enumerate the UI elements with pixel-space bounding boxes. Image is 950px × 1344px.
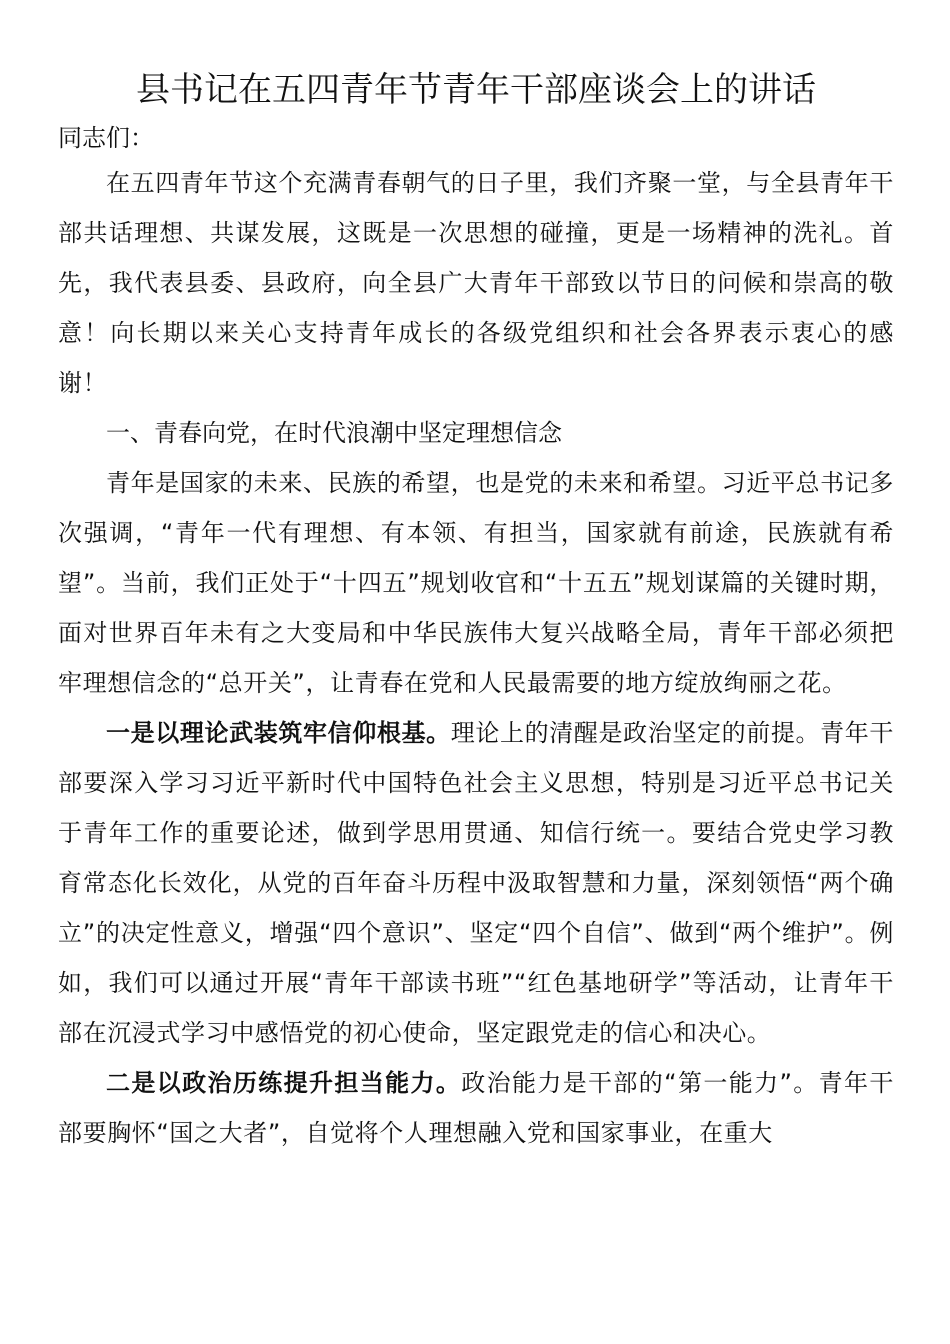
point-2-body: 政治能力是干部的“第一能力”。青年干部要胸怀“国之大者”，自觉将个人理想融入党和国家事业，在重大 (58, 1069, 894, 1147)
point-2-paragraph (58, 1058, 894, 1158)
section-heading-1: 一、青春向党，在时代浪潮中坚定理想信念 (106, 419, 562, 447)
page-title: 县书记在五四青年节青年干部座谈会上的讲话 (136, 70, 816, 110)
section-1-paragraph: 青年是国家的未来、民族的希望，也是党的未来和希望。习近平总书记多次强调，“青年一代有理想、有本领、有担当，国家就有前途，民族就有希望”。当前，我们正处于“十四五”规划收官和“十五五”规划谋篇的关键时期，面对世界百年未有之大变局和中华民族伟大复兴战略全局，青年干部必须把牢理想信念的“总开关”，让青春在党和人民最需要的地方绽放绚丽之花。 (58, 469, 894, 697)
point-2-lead: 二是以政治历练提升担当能力。 (106, 1069, 462, 1097)
intro-paragraph: 在五四青年节这个充满青春朝气的日子里，我们齐聚一堂，与全县青年干部共话理想、共谋发展，这既是一次思想的碰撞，更是一场精神的洗礼。首先，我代表县委、县政府，向全县广大青年干部致以节日的问候和崇高的敬意！向长期以来关心支持青年成长的各级党组织和社会各界表示衷心的感谢！ (58, 169, 894, 397)
point-1-paragraph (58, 708, 894, 1058)
document-page (58, 64, 894, 1158)
salutation: 同志们： (58, 124, 154, 152)
point-1-lead: 一是以理论武装筑牢信仰根基。 (106, 719, 451, 747)
point-1-body: 理论上的清醒是政治坚定的前提。青年干部要深入学习习近平新时代中国特色社会主义思想，特别是习近平总书记关于青年工作的重要论述，做到学思用贯通、知信行统一。要结合党史学习教育常态化长效化，从党的百年奋斗历程中汲取智慧和力量，深刻领悟“两个确立”的决定性意义，增强“四个意识”、坚定“四个自信”、做到“两个维护”。例如，我们可以通过开展“青年干部读书班”“红色基地研学”等活动，让青年干部在沉浸式学习中感悟党的初心使命，坚定跟党走的信心和决心。 (58, 719, 894, 1047)
